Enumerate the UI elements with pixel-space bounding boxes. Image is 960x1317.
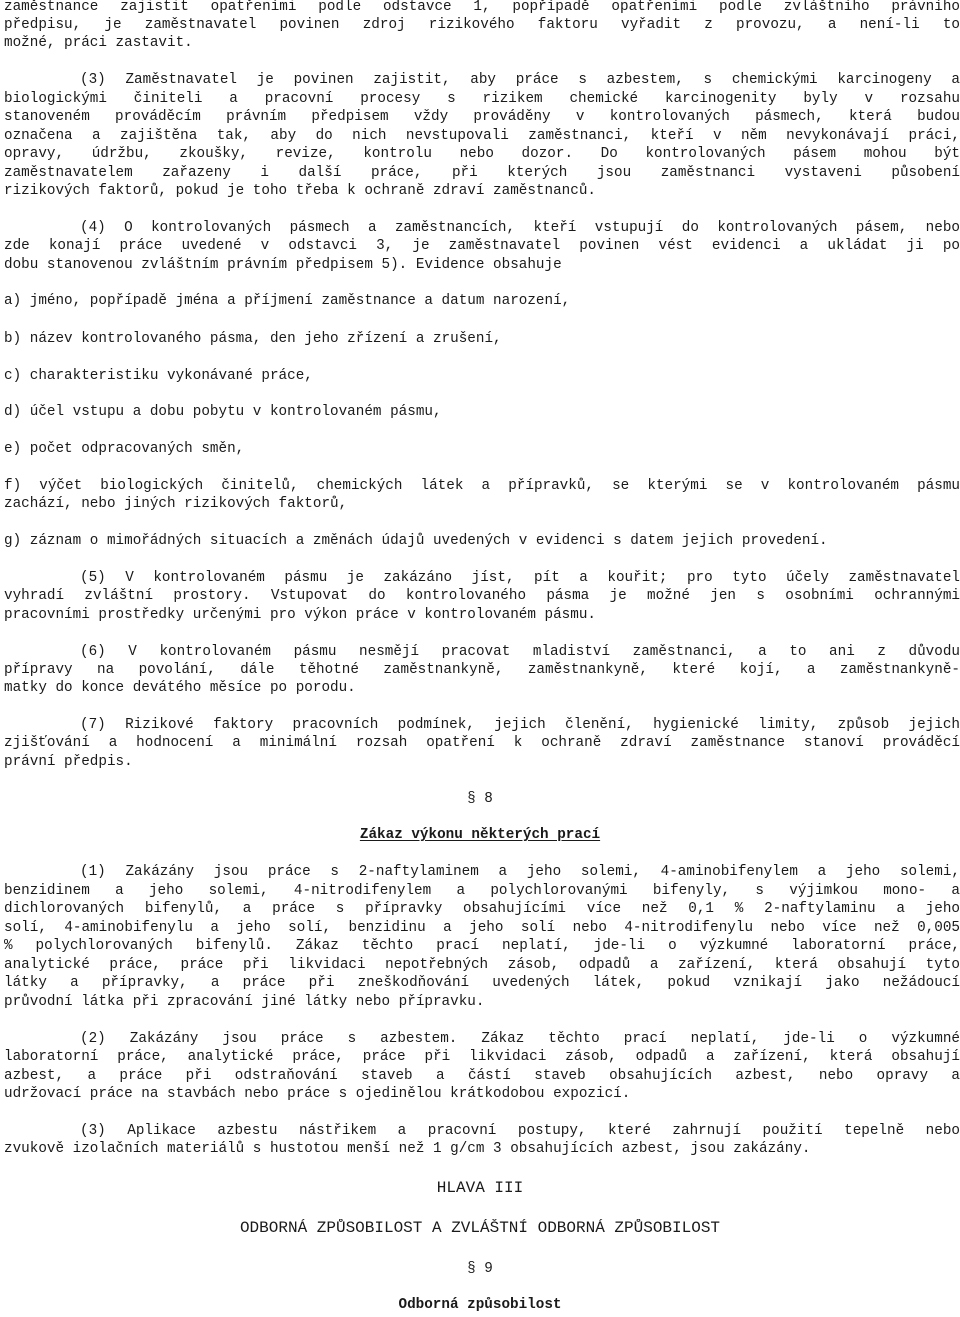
text-line: (3) Zaměstnavatel je povinen zajistit, aby práce s azbestem, s chemickými karcinogeny a	[80, 72, 960, 88]
chapter-heading: HLAVA III	[436, 1179, 524, 1197]
text-line: matky do konce devátého měsíce po porodu.	[4, 680, 356, 696]
list-item: d) účel vstupu a dobu pobytu v kontrolovaném pásmu,	[4, 404, 442, 420]
text-line: analytické práce, práce při likvidaci nepotřebných zásob, odpadů a zařízení, která obsahují tyto	[4, 957, 960, 973]
text-line: % polychlorovaných bifenylů. Zákaz těchto prací neplatí, jde-li o výzkumné laboratorní práce,	[4, 938, 960, 954]
text-line: biologickými činiteli a pracovní procesy s rizikem chemické karcinogenity byly v rozsahu	[4, 91, 960, 107]
text-line: (6) V kontrolovaném pásmu nesmějí pracovat mladiství zaměstnanci, a to ani z důvodu	[80, 644, 960, 660]
text-line: rizikových faktorů, pokud je toho třeba k ochraně zdraví zaměstnanců.	[4, 183, 596, 199]
text-line: dobu stanovenou zvláštním právním předpisem 5). Evidence obsahuje	[4, 257, 562, 273]
text-line: stanoveném prováděcím právním předpisem vždy prováděny v kontrolovaných pásmech, která budou	[4, 109, 960, 125]
text-line: pracovními prostředky určenými pro výkon práce v kontrolovaném pásmu.	[4, 607, 596, 623]
list-item: g) záznam o mimořádných situacích a změnách údajů uvedených v evidenci s datem jejich provedení.	[4, 533, 828, 549]
text-line: možné, práci zastavit.	[4, 35, 193, 51]
text-line: udržovací práce na stavbách nebo práce s ojedinělou krátkodobou expozicí.	[4, 1086, 631, 1102]
text-line: zde konají práce uvedené v odstavci 3, je zaměstnavatel povinen vést evidenci a ukládat ji po	[4, 238, 960, 254]
text-line: azbest, a práce při odstraňování staveb a částí staveb obsahujících azbest, nebo opravy a	[4, 1068, 960, 1084]
text-line: laboratorní práce, analytické práce, práce při likvidaci zásob, odpadů a zařízení, která obsahují	[4, 1049, 960, 1065]
text-line: průvodní látka při zpracování jiné látky nebo přípravku.	[4, 994, 485, 1010]
text-line: solí, 4-aminobifenylu a jeho solí, benzidinu a jeho solí nebo 4-nitrodifenylu nebo více než 0,005	[4, 920, 960, 936]
section-title: Odborná způsobilost	[398, 1297, 562, 1313]
text-line: opravy, údržbu, zkoušky, revize, kontrolu nebo dozor. Do kontrolovaných pásem mohou být	[4, 146, 960, 162]
list-item: a) jméno, popřípadě jména a příjmení zaměstnance a datum narození,	[4, 293, 571, 309]
section-number: § 9	[467, 1261, 493, 1277]
text-line: (7) Rizikové faktory pracovních podmínek, jejich členění, hygienické limity, způsob jejich	[80, 717, 960, 733]
text-line: přípravy na povolání, dále těhotné zaměstnankyně, zaměstnankyně, které kojí, a zaměstnankyně-	[4, 662, 960, 678]
text-line: látky a přípravky, a práce při zneškodňování uvedených látek, pokud vznikají jako nežádoucí	[4, 975, 960, 991]
text-line: (4) O kontrolovaných pásmech a zaměstnancích, kteří vstupují do kontrolovaných pásem, nebo	[80, 220, 960, 236]
text-line: (2) Zakázány jsou práce s azbestem. Zákaz těchto prací neplatí, jde-li o výzkumné	[80, 1031, 960, 1047]
text-line: vyhradí zvláštní prostory. Vstupovat do kontrolovaného pásma je možné jen s osobními ochrannými	[4, 588, 960, 604]
text-line: právní předpis.	[4, 754, 133, 770]
list-item: zachází, nebo jiných rizikových faktorů,	[4, 496, 348, 512]
list-item: c) charakteristiku vykonávané práce,	[4, 368, 313, 384]
section-title: Zákaz výkonu některých prací	[359, 827, 601, 843]
text-line: dichlorovaných bifenylů, a práce s přípravky obsahujícími více než 0,1 % 2-naftylaminu a jeho	[4, 901, 960, 917]
section-number: § 8	[467, 791, 493, 807]
text-line: zaměstnavatelem zařazeny i další práce, při kterých jsou zaměstnanci vystaveni působení	[4, 165, 960, 181]
text-line: zjišťování a hodnocení a minimální rozsah opatření k ochraně zdraví zaměstnance stanoví prováděcí	[4, 735, 960, 751]
text-line: předpisu, je zaměstnavatel povinen zdroj rizikového faktoru vyřadit z provozu, a není-li to	[4, 17, 960, 33]
list-item: b) název kontrolovaného pásma, den jeho zřízení a zrušení,	[4, 331, 502, 347]
list-item: e) počet odpracovaných směn,	[4, 441, 245, 457]
text-line: (3) Aplikace azbestu nástřikem a pracovní postupy, které zahrnují použití tepelně nebo	[80, 1123, 960, 1139]
text-line: zvukově izolačních materiálů s hustotou menší než 1 g/cm 3 obsahujících azbest, jsou zakázány.	[4, 1141, 811, 1157]
chapter-title: ODBORNÁ ZPŮSOBILOST A ZVLÁŠTNÍ ODBORNÁ ZPŮSOBILOST	[239, 1219, 721, 1237]
text-line: (1) Zakázány jsou práce s 2-naftylaminem a jeho solemi, 4-aminobifenylem a jeho solemi,	[80, 864, 960, 880]
text-line: (5) V kontrolovaném pásmu je zakázáno jíst, pít a kouřit; pro tyto účely zaměstnavatel	[80, 570, 960, 586]
text-line: zaměstnance zajistit opatřeními podle odstavce 1, popřípadě opatřeními podle zvláštního právního	[4, 0, 960, 15]
text-line: označena a zajištěna tak, aby do nich nevstupovali zaměstnanci, kteří v něm nevykonávají práci,	[4, 128, 960, 144]
list-item: f) výčet biologických činitelů, chemických látek a přípravků, se kterými se v kontrolovaném pásmu	[4, 478, 960, 494]
text-line: benzidinem a jeho solemi, 4-nitrodifenylem a polychlorovanými bifenyly, s výjimkou mono- a	[4, 883, 960, 899]
